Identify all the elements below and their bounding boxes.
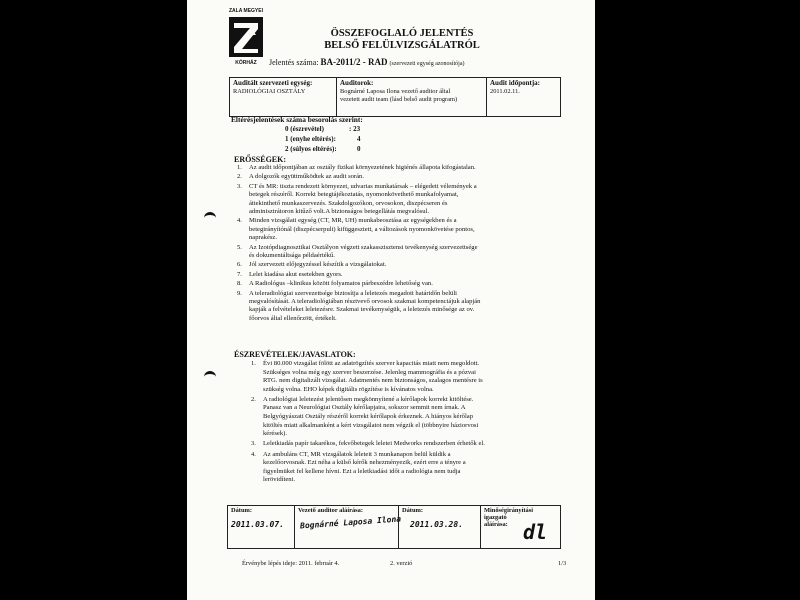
audit-info-table — [229, 77, 561, 117]
strengths-item-line: A dolgozók együttműködtek az audit során. — [249, 173, 365, 181]
lead-auditor-signature: Bognárné Laposa Ilona — [299, 514, 402, 531]
quality-director-signature-cell — [480, 506, 560, 548]
strengths-item-line: Az audit időpontjában az osztály fizikai környezetének higiénés állapota kifogástalan. — [249, 164, 476, 171]
remarks-item-line: figyelmüket fel kellene hívni. Ezt a leletkiadási időt a radiológia nem tudja — [263, 467, 461, 475]
auditors-line-2: vezetett audit team (lásd belső audit program) — [340, 96, 458, 103]
strengths-item — [237, 244, 557, 261]
strengths-item-number: 7. — [237, 270, 242, 278]
remarks-item-line: RTG. nem digitalizált vizsgálat. Adatmentés nem biztonságos, szalagos mentésre is — [263, 377, 483, 385]
deviations-title: Eltérésjelentések száma besorolás szerint: — [231, 115, 363, 124]
remarks-item-number: 3. — [251, 440, 256, 448]
audited-unit-value: RADIOLÓGIAI OSZTÁLY — [233, 88, 306, 95]
logo-top-text: ZALA MEGYEI — [229, 8, 263, 14]
lead-auditor-label: Vezető auditor aláírása: — [298, 507, 363, 514]
remarks-item-line: Évi 80.000 vizsgálat fölött az adatrögzítés szerver kapacitás miatt nem megoldott. — [263, 360, 480, 367]
strengths-item-number: 2. — [237, 173, 242, 181]
strengths-item — [237, 173, 557, 181]
strengths-item — [237, 164, 557, 172]
quality-director-signature: dl — [523, 520, 548, 544]
remarks-item-line: Az ambuláns CT, MR vizsgálatok leleteit 3 munkanapon belül küldik a — [263, 450, 451, 458]
remarks-item-line: lerövidíteni. — [263, 476, 296, 484]
page-number: 1/3 — [558, 560, 567, 567]
remarks-item — [251, 396, 551, 439]
audit-date-cell — [486, 78, 560, 116]
strengths-item-number: 9. — [237, 289, 242, 297]
strengths-item-line: CT és MR: tiszta rendezett környezet, udvarias munkatársak – elégedett vélemények a — [249, 182, 477, 190]
strengths-item-line: A Radiológus –klinikus között folyamatos párbeszédre lehetőség van. — [249, 280, 433, 288]
strengths-item — [237, 280, 557, 288]
strengths-item-line: betegirányítónál (diszpécserpult) kifüggesztett, a változások nyomonkövetése pontos, — [249, 225, 475, 233]
title-line-2: BELSŐ FELÜLVIZSGÁLATRÓL — [324, 40, 480, 51]
quality-director-label-2: aláírása: — [484, 521, 508, 528]
auditors-line-1: Bognárné Laposa Ilona vezető auditor által — [340, 88, 451, 95]
report-number-line — [269, 57, 465, 67]
strengths-item-line: adminisztrátoron kitűző volt.A biztonságos betegellátás megvalósul. — [249, 207, 430, 215]
strengths-item-line: főorvos által ellenőrzött, értékelt. — [249, 314, 337, 322]
strengths-item-line: naprakész. — [249, 234, 278, 242]
remarks-item — [251, 440, 551, 449]
effective-date: Érvénybe lépés ideje: 2011. február 4. — [242, 560, 340, 567]
punch-mark-top — [204, 212, 216, 219]
strengths-item-number: 5. — [237, 243, 242, 251]
audited-unit-cell — [230, 78, 336, 116]
remarks-item — [251, 360, 551, 394]
strengths-item-number: 1. — [237, 164, 242, 171]
remarks-item — [251, 451, 551, 485]
strengths-item-line: Minden vizsgálati egység (CT, MR, UH) munkabeosztása az egységekben és a — [249, 217, 457, 225]
remarks-item-line: Leletkiadás papír takarékos, fekvőbetegek leletei Medworks rendszerben érhetők el. — [263, 440, 485, 448]
remarks-item-line: kitöltés miatt alkalmanként a kért vizsgálatot nem végzik el (többnyire háziorvosi — [263, 421, 479, 429]
strengths-item-line: kapják a felvételeket leletezésre. Szakmai tevékenységük, a leletezés minősége az ov. — [249, 306, 475, 314]
deviation-1-label: 1 (enyhe eltérés): — [285, 135, 336, 143]
remarks-title: ÉSZREVÉTELEK/JAVASLATOK: — [234, 350, 356, 359]
remarks-item-line: kérések). — [263, 430, 287, 438]
strengths-item-line: A teleradiológiai szervezettsége biztosítja a leletezés megadott határidőn belüli — [249, 289, 457, 297]
strengths-item-line: megvalósítását. A teleradiológiában résztvevő orvosok szakmai kompetenciájuk alapján — [249, 297, 481, 305]
remarks-item-line: Panasz van a Neurológiai Osztály kérőlapjaira, sokszor semmit nem írnak. A — [263, 404, 466, 412]
deviation-2-value: 0 — [357, 145, 361, 153]
deviation-0-value: : 23 — [349, 125, 361, 133]
page-title — [277, 28, 527, 52]
signature-table — [227, 505, 561, 549]
strengths-item — [237, 217, 557, 242]
report-note: (szervezeti egység azonosítója) — [389, 61, 465, 67]
version-label: 2. verzió — [390, 560, 413, 567]
deviation-0-label: 0 (észrevétel) — [285, 125, 324, 133]
remarks-item-number: 2. — [251, 395, 256, 403]
hospital-logo — [226, 8, 266, 66]
signature-date-1-value: 2011.03.07. — [231, 520, 284, 529]
strengths-item-line: betegek részéről. Korrekt betegtájékoztatás, nyomonkövethető munkafolyamat, — [249, 191, 459, 199]
auditors-label: Auditorok: — [340, 79, 374, 87]
strengths-item-number: 4. — [237, 217, 242, 225]
deviation-1-value: 4 — [357, 135, 361, 143]
auditors-cell — [336, 78, 486, 116]
strengths-item — [237, 271, 557, 279]
signature-date-2-label: Dátum: — [402, 507, 423, 514]
remarks-item-line: Belgyógyászati Osztály részéről korrekt kérőlapok érkeznek. A hiányos kérőlap — [263, 413, 474, 421]
signature-date-1-label: Dátum: — [231, 507, 252, 514]
remarks-item-line: A radiológiai leletezést jelentősen megkönnyítené a kérőlapok korrekt kitöltése. — [263, 395, 474, 403]
logo-z-icon — [226, 15, 266, 61]
strengths-item — [237, 290, 557, 324]
quality-director-label: Minőségirányítási igazgató — [484, 507, 533, 521]
document-page — [187, 0, 595, 600]
strengths-item-number: 3. — [237, 182, 242, 190]
audited-unit-label: Auditált szervezeti egység: — [233, 79, 313, 87]
signature-date-2-value: 2011.03.28. — [410, 520, 463, 529]
strengths-item — [237, 183, 557, 217]
audit-date-label: Audit időpontja: — [490, 79, 540, 87]
strengths-item — [237, 261, 557, 269]
strengths-item-number: 6. — [237, 261, 242, 269]
remarks-item-number: 4. — [251, 450, 256, 458]
strengths-item-line: Az Izotópdiagnosztikai Osztályon végzett szakasszisztensi tevékenység szervezettsége — [249, 243, 478, 251]
strengths-item-line: Jól szervezett előjegyzéssel készítik a vizsgálatokat. — [249, 261, 387, 269]
remarks-item-number: 1. — [251, 360, 256, 367]
report-label: Jelentés száma: — [269, 58, 319, 67]
audit-date-value: 2011.02.11. — [490, 88, 520, 95]
report-number: BA-2011/2 - RAD — [320, 57, 388, 67]
logo-bottom-text: KÓRHÁZ — [235, 60, 257, 66]
title-line-1: ÖSSZEFOGLALÓ JELENTÉS — [330, 28, 474, 39]
strengths-title: ERŐSSÉGEK: — [234, 155, 287, 164]
strengths-item-line: áttekinthető munkaszervezés. Szakdolgozókon, orvosokon, diszpécseren és — [249, 199, 448, 207]
strengths-item-line: és dokumentáltsága példaértékű. — [249, 251, 335, 259]
strengths-item-number: 8. — [237, 280, 242, 288]
strengths-item-line: Lelet kiadása akut esetekben gyors. — [249, 270, 343, 278]
remarks-item-line: Szükséges volna még egy szerver beszerzése. Jelenleg mammográfia és a pózvai — [263, 368, 476, 376]
remarks-item-line: kezelőorvosnak. Ezt néha a külső kérők nehezményezik, ezért erre a tényre a — [263, 459, 466, 467]
punch-mark-bottom — [204, 371, 216, 378]
deviation-2-label: 2 (súlyos eltérés): — [285, 145, 337, 153]
remarks-item-line: szükség volna. EHO képek digitális rögzítése is kívánatos volna. — [263, 385, 434, 393]
